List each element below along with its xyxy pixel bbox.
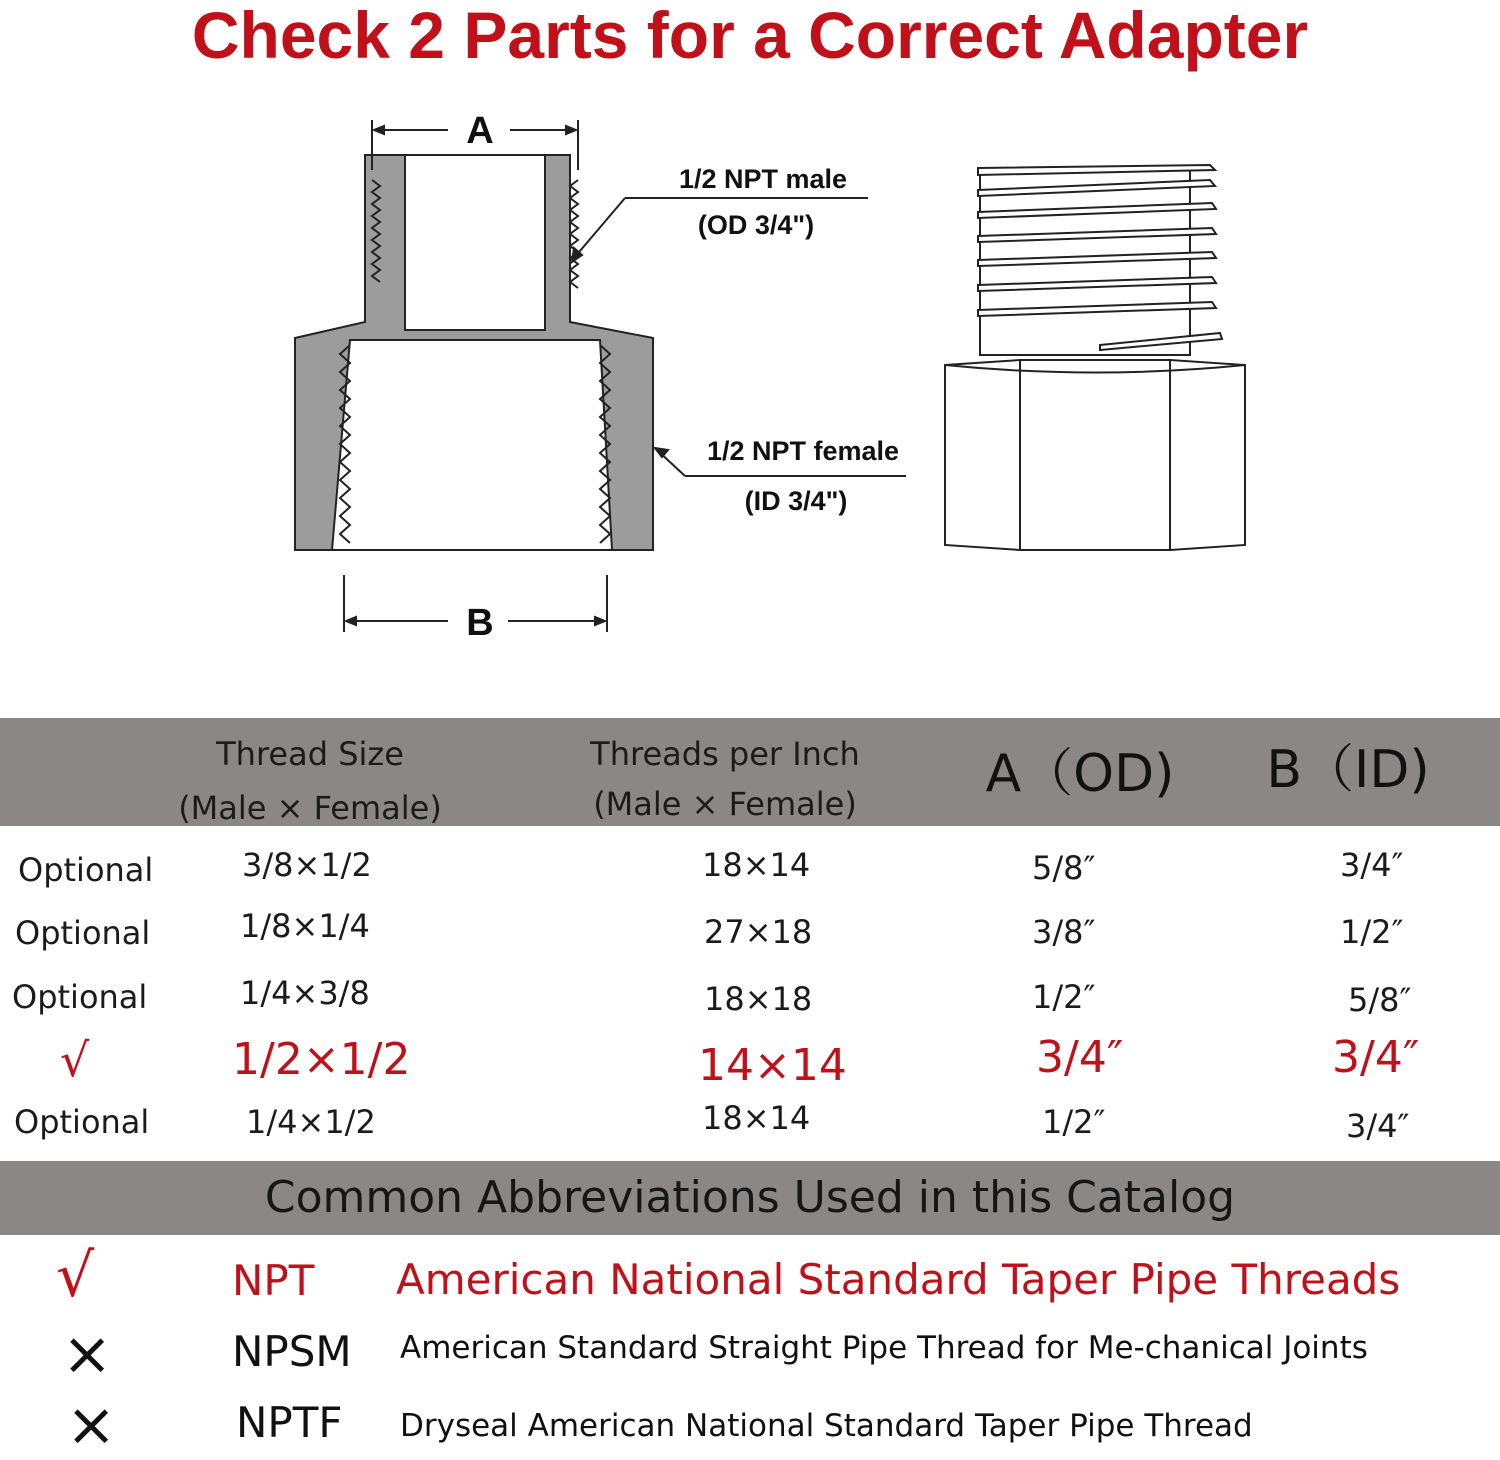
row5-tpi: 18×14	[702, 1099, 811, 1137]
adapter-diagram	[0, 90, 1500, 670]
row1-size: 3/8×1/2	[242, 846, 372, 884]
row1-tpi: 18×14	[702, 846, 811, 884]
row2-b: 1/2″	[1340, 913, 1404, 951]
adapter-cross-section	[295, 155, 653, 550]
row2-size: 1/8×1/4	[240, 907, 370, 945]
male-callout-line2: (OD 3/4")	[697, 210, 815, 240]
abbr-code-npsm: NPSM	[232, 1327, 352, 1376]
female-callout-line2: (ID 3/4")	[744, 486, 848, 516]
row5-size: 1/4×1/2	[246, 1103, 376, 1141]
npsm-x-icon: ×	[62, 1319, 113, 1389]
row4-b: 3/4″	[1332, 1032, 1420, 1083]
abbr-desc-npt: American National Standard Taper Pipe Threads	[396, 1255, 1401, 1304]
male-callout-line1: 1/2 NPT male	[678, 164, 848, 194]
abbreviations-heading: Common Abbreviations Used in this Catalog	[0, 1161, 1500, 1235]
adapter-3d-drawing	[945, 165, 1245, 550]
abbr-desc-npsm: American Standard Straight Pipe Thread for Me-chanical Joints	[400, 1330, 1368, 1366]
row2-a: 3/8″	[1032, 913, 1096, 951]
row4-size: 1/2×1/2	[232, 1034, 411, 1085]
row2-tag: Optional	[15, 914, 151, 952]
header-b-id: B（ID)	[1266, 740, 1430, 800]
row1-b: 3/4″	[1340, 846, 1404, 884]
header-a-od: A（OD)	[985, 744, 1175, 804]
label-a: A	[466, 110, 494, 152]
label-b: B	[466, 602, 494, 644]
row5-a: 1/2″	[1042, 1103, 1106, 1141]
abbr-code-nptf: NPTF	[236, 1398, 343, 1447]
row4-selected-check-icon: √	[60, 1033, 90, 1087]
row1-a: 5/8″	[1032, 849, 1096, 887]
row3-b: 5/8″	[1348, 981, 1412, 1019]
abbr-code-npt: NPT	[232, 1256, 315, 1305]
header-thread-size-line2: (Male × Female)	[178, 789, 442, 827]
header-thread-size-line1: Thread Size	[216, 735, 404, 773]
abbr-desc-nptf: Dryseal American National Standard Taper Pipe Thread	[400, 1408, 1253, 1444]
row3-size: 1/4×3/8	[240, 974, 370, 1012]
npt-check-icon: √	[56, 1241, 95, 1311]
female-callout-line1: 1/2 NPT female	[706, 436, 900, 466]
row4-a: 3/4″	[1036, 1032, 1124, 1083]
row3-tpi: 18×18	[704, 980, 813, 1018]
row5-tag: Optional	[14, 1103, 150, 1141]
nptf-x-icon: ×	[66, 1390, 117, 1460]
row3-tag: Optional	[12, 978, 148, 1016]
header-tpi-line1: Threads per Inch	[590, 735, 860, 773]
row1-tag: Optional	[18, 851, 154, 889]
row4-tpi: 14×14	[698, 1040, 847, 1091]
row5-b: 3/4″	[1346, 1107, 1410, 1145]
header-tpi-line2: (Male × Female)	[593, 785, 857, 823]
page-title: Check 2 Parts for a Correct Adapter	[191, 0, 1309, 72]
row2-tpi: 27×18	[704, 913, 813, 951]
row3-a: 1/2″	[1032, 978, 1096, 1016]
